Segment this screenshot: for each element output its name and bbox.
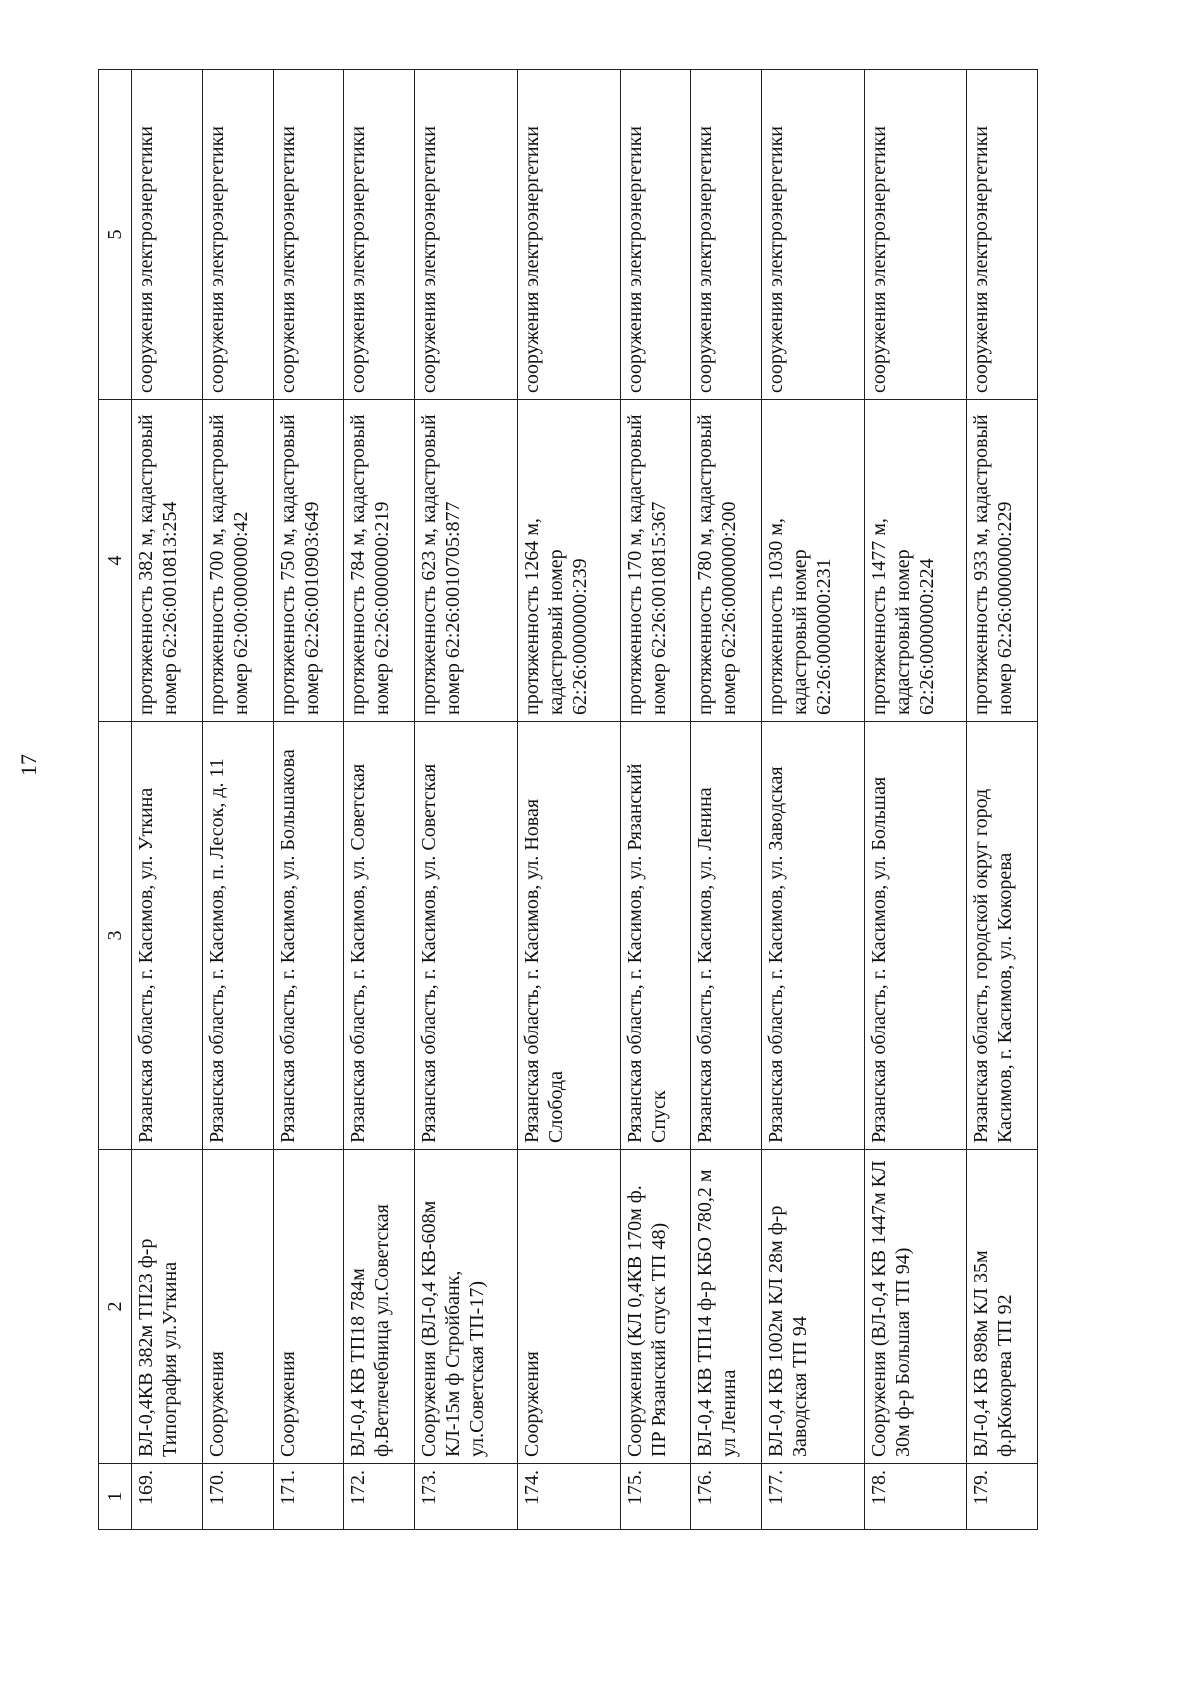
table-header-row — [99, 70, 132, 1530]
object-name-cell: ВЛ-0,4 КВ ТП18 784м ф.Ветлечебница ул.Советская — [344, 1150, 415, 1464]
table-row — [344, 70, 415, 1530]
object-name-cell: Сооружения (ВЛ-0,4 КВ 1447м КЛ 30м ф-р Большая ТП 94) — [864, 1150, 967, 1464]
details-cell: протяженность 933 м, кадастровый номер 62:26:0000000:229 — [967, 400, 1038, 722]
table-row — [864, 70, 967, 1530]
object-name-cell: Сооружения — [517, 1150, 620, 1464]
object-name-cell: ВЛ-0,4 КВ 1002м КЛ 28м ф-р Заводская ТП 94 — [761, 1150, 864, 1464]
rotated-table-container — [98, 70, 1038, 1530]
row-number-cell: 174. — [517, 1464, 620, 1530]
row-number-cell: 172. — [344, 1464, 415, 1530]
object-name-cell: ВЛ-0,4 КВ 898м КЛ 35м ф.рКокорева ТП 92 — [967, 1150, 1038, 1464]
page-number: 17 — [16, 754, 41, 776]
purpose-cell: сооружения электроэнергетики — [203, 70, 274, 400]
object-name-cell: Сооружения (КЛ 0,4КВ 170м ф. ПР Рязанский спуск ТП 48) — [620, 1150, 691, 1464]
row-number-cell: 176. — [691, 1464, 762, 1530]
details-cell: протяженность 1264 м, кадастровый номер 62:26:0000000:239 — [517, 400, 620, 722]
table-row — [691, 70, 762, 1530]
header-cell: 5 — [99, 70, 132, 400]
details-cell: протяженность 382 м, кадастровый номер 62:26:0010813:254 — [132, 400, 203, 722]
details-cell: протяженность 750 м, кадастровый номер 62:26:0010903:649 — [273, 400, 344, 722]
details-cell: протяженность 170 м, кадастровый номер 62:26:0010815:367 — [620, 400, 691, 722]
purpose-cell: сооружения электроэнергетики — [132, 70, 203, 400]
purpose-cell: сооружения электроэнергетики — [517, 70, 620, 400]
table-body — [132, 70, 1038, 1530]
address-cell: Рязанская область, г. Касимов, ул. Большакова — [273, 722, 344, 1150]
row-number-cell: 179. — [967, 1464, 1038, 1530]
object-name-cell: ВЛ-0,4КВ 382м ТП23 ф-р Типография ул.Уткина — [132, 1150, 203, 1464]
table-row — [620, 70, 691, 1530]
header-cell: 2 — [99, 1150, 132, 1464]
row-number-cell: 178. — [864, 1464, 967, 1530]
purpose-cell: сооружения электроэнергетики — [415, 70, 518, 400]
row-number-cell: 171. — [273, 1464, 344, 1530]
purpose-cell: сооружения электроэнергетики — [761, 70, 864, 400]
address-cell: Рязанская область, г. Касимов, ул. Советская — [344, 722, 415, 1150]
object-name-cell: Сооружения — [273, 1150, 344, 1464]
purpose-cell: сооружения электроэнергетики — [967, 70, 1038, 400]
table-row — [415, 70, 518, 1530]
details-cell: протяженность 700 м, кадастровый номер 62:00:0000000:42 — [203, 400, 274, 722]
address-cell: Рязанская область, г. Касимов, ул. Уткина — [132, 722, 203, 1150]
row-number-cell: 173. — [415, 1464, 518, 1530]
address-cell: Рязанская область, г. Касимов, ул. Заводская — [761, 722, 864, 1150]
address-cell: Рязанская область, г. Касимов, ул. Ленина — [691, 722, 762, 1150]
property-table — [98, 69, 1038, 1530]
details-cell: протяженность 784 м, кадастровый номер 62:26:0000000:219 — [344, 400, 415, 722]
object-name-cell: ВЛ-0,4 КВ ТП14 ф-р КБО 780,2 м ул Ленина — [691, 1150, 762, 1464]
address-cell: Рязанская область, г. Касимов, п. Лесок, д. 11 — [203, 722, 274, 1150]
purpose-cell: сооружения электроэнергетики — [864, 70, 967, 400]
table-row — [761, 70, 864, 1530]
object-name-cell: Сооружения (ВЛ-0,4 КВ-608м КЛ-15м ф Стройбанк, ул.Советская ТП-17) — [415, 1150, 518, 1464]
details-cell: протяженность 780 м, кадастровый номер 62:26:0000000:200 — [691, 400, 762, 722]
header-cell: 1 — [99, 1464, 132, 1530]
address-cell: Рязанская область, г. Касимов, ул. Новая Слобода — [517, 722, 620, 1150]
address-cell: Рязанская область, г. Касимов, ул. Советская — [415, 722, 518, 1150]
address-cell: Рязанская область, г. Касимов, ул. Рязанский Спуск — [620, 722, 691, 1150]
table-row — [132, 70, 203, 1530]
row-number-cell: 169. — [132, 1464, 203, 1530]
details-cell: протяженность 623 м, кадастровый номер 62:26:0010705:877 — [415, 400, 518, 722]
row-number-cell: 170. — [203, 1464, 274, 1530]
row-number-cell: 177. — [761, 1464, 864, 1530]
table-row — [967, 70, 1038, 1530]
details-cell: протяженность 1030 м, кадастровый номер 62:26:0000000:231 — [761, 400, 864, 722]
details-cell: протяженность 1477 м, кадастровый номер 62:26:0000000:224 — [864, 400, 967, 722]
header-cell: 4 — [99, 400, 132, 722]
purpose-cell: сооружения электроэнергетики — [344, 70, 415, 400]
row-number-cell: 175. — [620, 1464, 691, 1530]
address-cell: Рязанская область, г. Касимов, ул. Большая — [864, 722, 967, 1150]
purpose-cell: сооружения электроэнергетики — [273, 70, 344, 400]
object-name-cell: Сооружения — [203, 1150, 274, 1464]
table-row — [517, 70, 620, 1530]
address-cell: Рязанская область, городской округ город Касимов, г. Касимов, ул. Кокорева — [967, 722, 1038, 1150]
purpose-cell: сооружения электроэнергетики — [620, 70, 691, 400]
table-row — [203, 70, 274, 1530]
table-row — [273, 70, 344, 1530]
header-cell: 3 — [99, 722, 132, 1150]
purpose-cell: сооружения электроэнергетики — [691, 70, 762, 400]
